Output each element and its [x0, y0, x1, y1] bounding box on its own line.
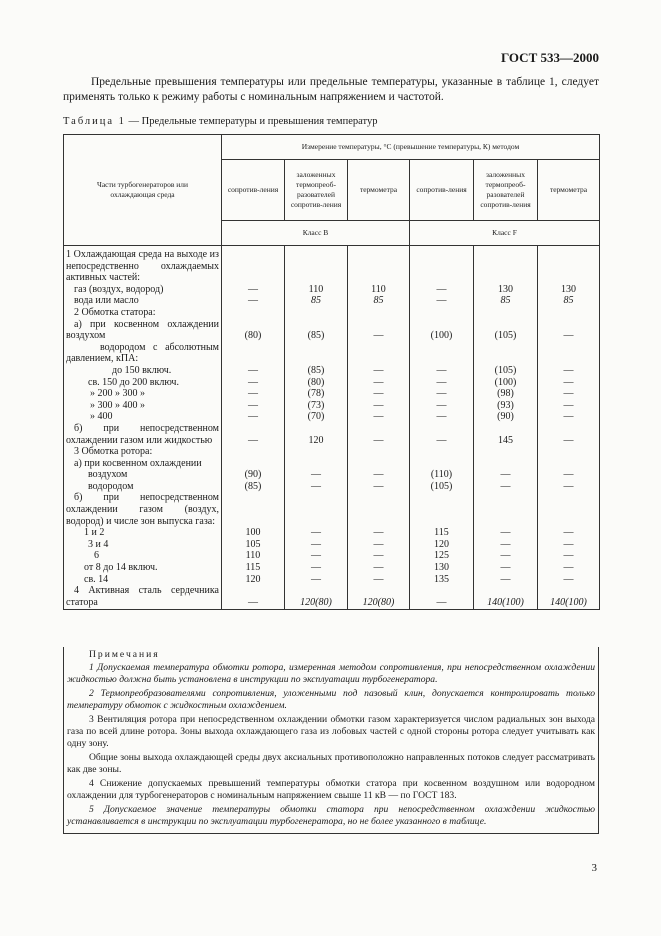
cell: 120 [285, 423, 348, 446]
cell [285, 342, 348, 365]
cell: 100 [222, 527, 285, 539]
cell [285, 446, 348, 458]
cell: — [348, 481, 410, 493]
cell: — [285, 481, 348, 493]
cell: 145 [474, 423, 538, 446]
row-label: » 400 [64, 411, 222, 423]
cell: (105) [474, 365, 538, 377]
table-caption-title: — Предельные температуры и превышения температур [128, 116, 378, 127]
cell: — [222, 365, 285, 377]
cell: — [222, 400, 285, 412]
cell [538, 458, 600, 470]
row-label: 2 Обмотка статора: [64, 307, 222, 319]
cell [222, 342, 285, 365]
cell: (90) [222, 469, 285, 481]
cell [538, 307, 600, 319]
cell: — [348, 400, 410, 412]
cell: — [410, 295, 474, 307]
row-label: б) при непосредственном охлаждении газом или жидкостью [64, 423, 222, 446]
cell: — [348, 574, 410, 586]
cell [348, 492, 410, 527]
cell: — [285, 574, 348, 586]
cell: 115 [410, 527, 474, 539]
cell [348, 446, 410, 458]
cell [538, 492, 600, 527]
cell: 120 [410, 539, 474, 551]
note-4: 4 Снижение допускаемых превышений температуры обмотки статора при косвенном воздушном или водородном охлаждении для турбогенераторов с номинальным напряжением свыше 11 кВ — по ГОСТ 183. [67, 778, 595, 801]
cell: — [285, 562, 348, 574]
document-code: ГОСТ 533—2000 [500, 50, 599, 65]
cell: — [348, 562, 410, 574]
cell: 110 [222, 550, 285, 562]
cell: — [538, 469, 600, 481]
cell [410, 307, 474, 319]
row-label: 3 Обмотка ротора: [64, 446, 222, 458]
cell: — [538, 423, 600, 446]
row-label: 1 Охлаждающая среда на выходе из непосредственно охлаждаемых активных частей: [64, 246, 222, 284]
cell: (73) [285, 400, 348, 412]
row-label: газ (воздух, водород) [64, 284, 222, 296]
table-row [64, 400, 600, 412]
cell: — [348, 377, 410, 389]
header-resistance-b: сопротив-ления [222, 160, 285, 221]
cell: — [538, 527, 600, 539]
cell [285, 307, 348, 319]
temperature-table [63, 134, 600, 610]
cell: — [348, 527, 410, 539]
cell [410, 342, 474, 365]
cell: — [474, 527, 538, 539]
note-1: 1 Допускаемая температура обмотки ротора, измеренная методом сопротивления, при непосредственном охлаждении жидкостью должна быть установлена в инструкции по эксплуатации турбогенератора. [67, 662, 595, 685]
cell: — [285, 469, 348, 481]
cell [474, 246, 538, 284]
cell: — [410, 365, 474, 377]
row-label: от 8 до 14 включ. [64, 562, 222, 574]
cell: — [222, 284, 285, 296]
cell: (100) [474, 377, 538, 389]
cell [348, 307, 410, 319]
cell: — [348, 319, 410, 342]
cell: — [474, 469, 538, 481]
cell: — [538, 377, 600, 389]
cell: (70) [285, 411, 348, 423]
table-row [64, 585, 600, 610]
cell: 115 [222, 562, 285, 574]
header-parts: Части турбогенераторов или охлаждающая среда [64, 135, 222, 246]
cell: — [410, 585, 474, 610]
row-label: 1 и 2 [64, 527, 222, 539]
cell [538, 342, 600, 365]
cell [285, 458, 348, 470]
row-label: водородом с абсолютным давлением, кПА: [64, 342, 222, 365]
cell [348, 342, 410, 365]
cell: — [348, 388, 410, 400]
note-2: 2 Термопреобразователями сопротивления, уложенными под пазовый клин, допускается контролировать только температуру обмоток с жидкостным охлаждением. [67, 688, 595, 711]
header-measurement: Измерение температуры, °С (превышение температуры, К) методом [222, 135, 600, 160]
cell: — [348, 469, 410, 481]
cell: (90) [474, 411, 538, 423]
note-5: 5 Допускаемое значение температуры обмотки статора при непосредственном охлаждении жидкостью устанавливается в инструкции по эксплуатации турбогенератора, но не более указанного в таблице. [67, 804, 595, 827]
table-row [64, 446, 600, 458]
cell: — [222, 411, 285, 423]
row-label: а) при косвенном охлаждении воздухом [64, 319, 222, 342]
cell: (80) [222, 319, 285, 342]
cell: 85 [285, 295, 348, 307]
cell: 85 [348, 295, 410, 307]
cell: — [410, 400, 474, 412]
header-class-f: Класс F [410, 221, 600, 246]
header-thermometer-b: термометра [348, 160, 410, 221]
row-label: 6 [64, 550, 222, 562]
table-row [64, 481, 600, 493]
cell [474, 446, 538, 458]
cell [222, 307, 285, 319]
table-row [64, 388, 600, 400]
cell: 135 [410, 574, 474, 586]
row-label: б) при непосредственном охлаждении газом (воздух, водород) и числе зон выпуска газа: [64, 492, 222, 527]
row-label: 3 и 4 [64, 539, 222, 551]
cell: 110 [285, 284, 348, 296]
cell: — [348, 365, 410, 377]
row-label: водородом [64, 481, 222, 493]
cell [348, 458, 410, 470]
cell: — [538, 562, 600, 574]
cell: — [538, 411, 600, 423]
note-3-continued: Общие зоны выхода охлаждающей среды двух аксиальных противоположно направленных потоков следует рассматривать как две зоны. [67, 752, 595, 775]
cell: 130 [410, 562, 474, 574]
cell: — [222, 585, 285, 610]
cell [474, 492, 538, 527]
cell: 105 [222, 539, 285, 551]
table-row [64, 295, 600, 307]
row-label: св. 14 [64, 574, 222, 586]
row-label: воздухом [64, 469, 222, 481]
table-row [64, 307, 600, 319]
table-row [64, 458, 600, 470]
cell [285, 246, 348, 284]
cell: — [538, 400, 600, 412]
cell [348, 246, 410, 284]
table-row [64, 550, 600, 562]
cell: 125 [410, 550, 474, 562]
cell: 110 [348, 284, 410, 296]
cell: — [348, 550, 410, 562]
table-row [64, 574, 600, 586]
cell [410, 246, 474, 284]
cell: — [538, 574, 600, 586]
cell [410, 446, 474, 458]
header-sensor-b: заложенных термопреоб-разователей сопротив-ления [285, 160, 348, 221]
cell: (110) [410, 469, 474, 481]
cell: 120(80) [348, 585, 410, 610]
header-sensor-f: заложенных термопреоб-разователей сопротив-ления [474, 160, 538, 221]
cell: (105) [474, 319, 538, 342]
cell [222, 492, 285, 527]
cell: (100) [410, 319, 474, 342]
cell: — [285, 550, 348, 562]
cell: 140(100) [538, 585, 600, 610]
cell: — [348, 423, 410, 446]
cell [410, 492, 474, 527]
header-class-b: Класс В [222, 221, 410, 246]
table-row [64, 527, 600, 539]
cell: — [410, 388, 474, 400]
cell: 130 [538, 284, 600, 296]
cell [538, 446, 600, 458]
cell: — [348, 411, 410, 423]
cell: — [538, 388, 600, 400]
cell: (105) [410, 481, 474, 493]
table-row [64, 377, 600, 389]
header-thermometer-f: термометра [538, 160, 600, 221]
row-label: » 200 » 300 » [64, 388, 222, 400]
cell: — [285, 539, 348, 551]
cell: — [348, 539, 410, 551]
cell: — [410, 423, 474, 446]
cell: — [410, 411, 474, 423]
cell: 140(100) [474, 585, 538, 610]
row-label: а) при косвенном охлаждении [64, 458, 222, 470]
cell: — [538, 481, 600, 493]
cell: (80) [285, 377, 348, 389]
table-row [64, 319, 600, 342]
cell [222, 458, 285, 470]
cell: — [410, 284, 474, 296]
cell: — [474, 562, 538, 574]
cell [285, 492, 348, 527]
table-row [64, 562, 600, 574]
row-label: св. 150 до 200 включ. [64, 377, 222, 389]
cell: — [538, 550, 600, 562]
cell: (85) [285, 319, 348, 342]
cell: — [222, 377, 285, 389]
cell: — [538, 365, 600, 377]
cell: (85) [222, 481, 285, 493]
table-row [64, 469, 600, 481]
table-row [64, 492, 600, 527]
table-caption [63, 116, 377, 127]
row-label: до 150 включ. [64, 365, 222, 377]
table-row [64, 365, 600, 377]
cell [538, 246, 600, 284]
row-label: вода или масло [64, 295, 222, 307]
note-3: 3 Вентиляция ротора при непосредственном охлаждении обмотки газом характеризуется числом радиальных зон выхода газа по всей длине ротора. Зоны выхода охлаждающего газа из лобовых частей с одной стороны ротора следует учитывать как одну зону. [67, 714, 595, 749]
table-row [64, 342, 600, 365]
row-label: 4 Активная сталь сердечника статора [64, 585, 222, 610]
page-number: 3 [591, 862, 597, 874]
cell: — [410, 377, 474, 389]
cell: — [474, 481, 538, 493]
cell: (85) [285, 365, 348, 377]
cell: 85 [474, 295, 538, 307]
cell [474, 458, 538, 470]
cell: 85 [538, 295, 600, 307]
cell: — [474, 550, 538, 562]
table-notes [63, 647, 599, 834]
table-caption-prefix: Таблица 1 [63, 116, 126, 127]
cell [474, 307, 538, 319]
header-resistance-f: сопротив-ления [410, 160, 474, 221]
cell: (98) [474, 388, 538, 400]
cell: — [222, 388, 285, 400]
cell: — [285, 527, 348, 539]
cell: — [538, 539, 600, 551]
row-label: » 300 » 400 » [64, 400, 222, 412]
cell [474, 342, 538, 365]
cell: 120 [222, 574, 285, 586]
cell: — [222, 423, 285, 446]
table-row [64, 539, 600, 551]
cell: 130 [474, 284, 538, 296]
cell [222, 246, 285, 284]
cell [222, 446, 285, 458]
cell: — [538, 319, 600, 342]
cell: — [474, 539, 538, 551]
cell [410, 458, 474, 470]
table-row [64, 284, 600, 296]
notes-heading: Примечания [89, 649, 160, 660]
cell: — [222, 295, 285, 307]
cell: (93) [474, 400, 538, 412]
table-row [64, 246, 600, 284]
table-row [64, 423, 600, 446]
cell: 120(80) [285, 585, 348, 610]
cell: — [474, 574, 538, 586]
cell: (78) [285, 388, 348, 400]
intro-paragraph: Предельные превышения температуры или предельные температуры, указанные в таблице 1, следует применять только к режиму работы с номинальным напряжением и частотой. [63, 76, 599, 103]
table-row [64, 411, 600, 423]
